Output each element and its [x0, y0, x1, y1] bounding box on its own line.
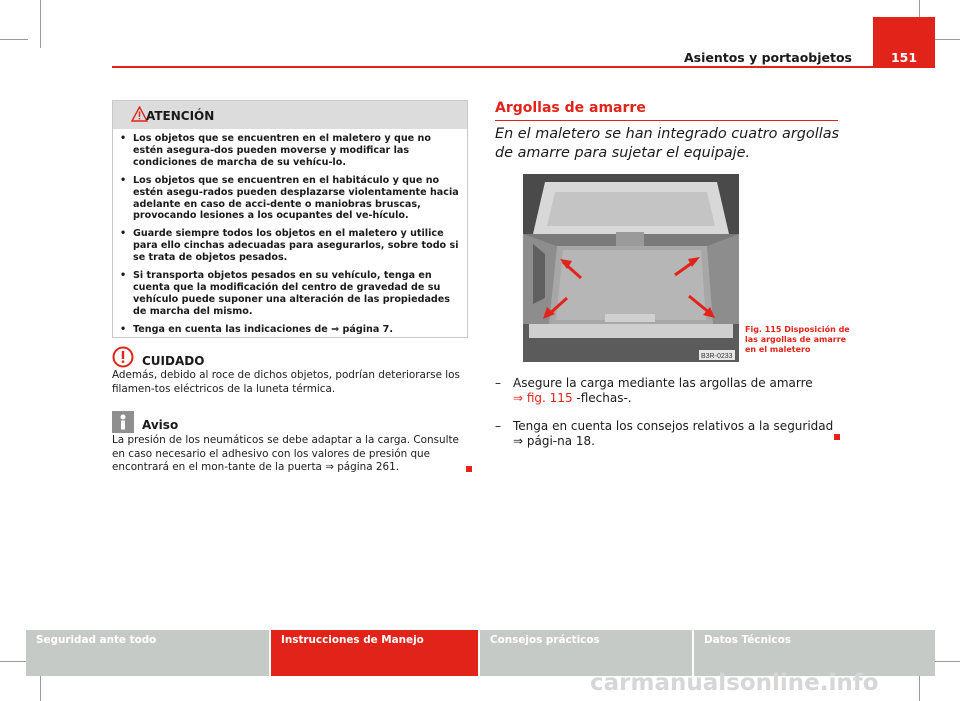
section-title: Argollas de amarre	[495, 100, 646, 116]
footer-tab[interactable]: Seguridad ante todo	[26, 630, 269, 676]
caution-icon	[112, 346, 134, 368]
running-header: Asientos y portaobjetos	[683, 50, 852, 65]
warning-header	[113, 101, 467, 129]
footer-tab[interactable]: Datos Técnicos	[694, 630, 935, 676]
warning-item: • Si transporta objetos pesados en su vehículo, tenga en cuenta que la modificación del centro de gravedad de su vehículo puede suponer una alteración de las propiedades de marcha del mismo.	[120, 270, 451, 317]
warning-item: • Tenga en cuenta las indicaciones de ⇒ página 7.	[120, 323, 393, 335]
crop-mark	[932, 661, 960, 662]
trunk-photo	[523, 174, 739, 362]
crop-mark	[932, 39, 960, 40]
info-icon	[112, 411, 134, 433]
crop-mark	[40, 0, 41, 48]
figure-caption: Fig. 115 Disposición de las argollas de amarre en el maletero	[745, 325, 850, 354]
step-item: – Asegure la carga mediante las argollas de amarre ⇒ fig. 115 -flechas-.	[495, 376, 813, 405]
page-number: 151	[890, 50, 918, 65]
warning-list	[113, 129, 467, 336]
section-end-marker	[466, 466, 472, 472]
footer-tab-active[interactable]: Instrucciones de Manejo	[271, 630, 478, 676]
crop-mark	[0, 39, 28, 40]
warning-title: ATENCIÓN	[146, 109, 215, 123]
section-rule	[495, 120, 838, 121]
figure-link[interactable]: ⇒ fig. 115	[513, 391, 573, 405]
watermark: carmanualsonline.info	[590, 670, 879, 696]
warning-item: • Los objetos que se encuentren en el maletero y que no estén asegura-dos pueden moverse y modificar las condiciones de marcha de su vehícu-lo.	[120, 133, 431, 168]
caution-text: Además, debido al roce de dichos objetos, podrían deteriorarse los filamen-tos eléctricos de la luneta térmica.	[112, 369, 460, 395]
step-item: – Tenga en cuenta los consejos relativos a la seguridad ⇒ pági-na 18.	[495, 419, 840, 449]
section-end-marker	[834, 434, 840, 440]
note-title: Aviso	[142, 418, 179, 432]
footer-tab[interactable]: Consejos prácticos	[480, 630, 692, 676]
warning-item: • Guarde siempre todos los objetos en el maletero y utilice para ello cinchas adecuadas para asegurarlos, sobre todo si se trata de objetos pesados.	[120, 228, 459, 264]
warning-item: • Los objetos que se encuentren en el habitáculo y que no estén asegu-rados pueden desplazarse violentamente hacia adelante en caso de acci-dente o maniobras bruscas, provocando lesiones a los ocupantes del ve-hículo.	[120, 174, 459, 222]
svg-text:B3R-0233: B3R-0233	[701, 353, 733, 360]
caution-title: CUIDADO	[142, 354, 205, 368]
crop-mark	[0, 661, 28, 662]
header-rule	[112, 66, 935, 68]
warning-box	[112, 100, 468, 338]
step-text: Tenga en cuenta los consejos relativos a la seguridad ⇒ pági-na 18.	[513, 419, 834, 448]
step-text: Asegure la carga mediante las argollas de amarre ⇒ fig. 115 -flechas-.	[513, 376, 813, 405]
section-intro: En el maletero se han integrado cuatro argollas de amarre para sujetar el equipaje.	[495, 126, 840, 161]
note-text: La presión de los neumáticos se debe adaptar a la carga. Consulte en caso necesario el adhesivo con los valores de presión que encontrará en el mon-tante de la puerta ⇒ página 261.	[112, 434, 459, 474]
trunk-illustration	[523, 174, 739, 362]
